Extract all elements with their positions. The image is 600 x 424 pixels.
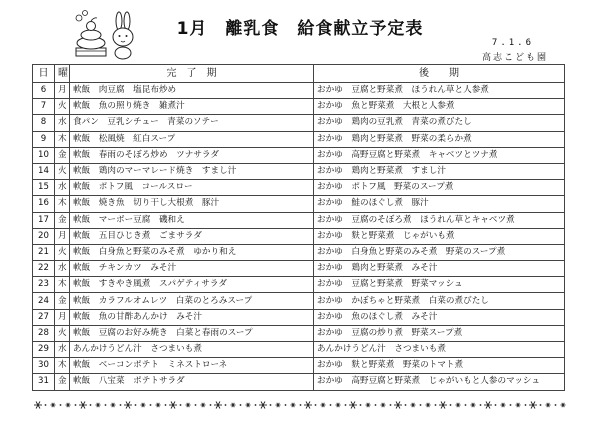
snowflake-icon [34,402,42,409]
table-row [33,325,565,341]
cell-day: 23 [33,277,55,293]
cell-weekday: 火 [55,325,70,341]
asterisk-icon [336,403,341,407]
dot-icon [135,404,137,406]
cell-koki-menu: おかゆ ポトフ風 野菜のスープ煮 [314,180,565,196]
column-header-weekday: 曜 [55,65,70,83]
cell-weekday: 水 [55,115,70,131]
dot-icon [60,404,62,406]
cell-kanryo-menu: 軟飯 豆腐のお好み焼き 白菜と春雨のスープ [70,325,314,341]
cell-weekday: 金 [55,212,70,228]
cell-day: 16 [33,196,55,212]
asterisk-icon [561,403,566,407]
asterisk-icon [381,403,386,407]
snowflake-icon [214,402,222,409]
cell-kanryo-menu: 軟飯 カラフルオムレツ 白菜のとろみスープ [70,293,314,309]
cell-kanryo-menu: 軟飯 魚の照り焼き 雑煮汁 [70,99,314,115]
cell-koki-menu: おかゆ 白身魚と野菜のみそ煮 野菜のスープ煮 [314,244,565,260]
dot-icon [330,404,332,406]
table-row [33,196,565,212]
cell-koki-menu: おかゆ 麩と野菜煮 じゃがいも煮 [314,228,565,244]
cell-weekday: 木 [55,196,70,212]
cell-koki-menu: おかゆ 高野豆腐と野菜煮 キャベツとツナ煮 [314,147,565,163]
cell-weekday: 水 [55,180,70,196]
dot-icon [165,404,167,406]
snowflake-icon [124,402,132,409]
cell-koki-menu: おかゆ 鶏肉と野菜煮 すまし汁 [314,163,565,179]
table-row [33,228,565,244]
cell-koki-menu: おかゆ 魚と野菜煮 大根と人参煮 [314,99,565,115]
cell-kanryo-menu: 軟飯 肉豆腐 塩昆布炒め [70,83,314,99]
dot-icon [435,404,437,406]
table-row [33,374,565,390]
cell-kanryo-menu: 軟飯 五目ひじき煮 ごまサラダ [70,228,314,244]
asterisk-icon [51,403,56,407]
menu-table-body [33,83,565,391]
dot-icon [195,404,197,406]
cell-weekday: 火 [55,163,70,179]
cell-weekday: 木 [55,277,70,293]
table-row [33,212,565,228]
dot-icon [390,404,392,406]
cell-weekday: 水 [55,261,70,277]
page-title: 1月 離乳食 給食献立予定表 [176,19,424,39]
snowflake-icon [349,402,357,409]
asterisk-icon [186,403,191,407]
dot-icon [225,404,227,406]
cell-day: 21 [33,244,55,260]
snowflake-icon [259,402,267,409]
asterisk-icon [231,403,236,407]
snowflake-icon [79,402,87,409]
cell-weekday: 木 [55,358,70,374]
cell-day: 29 [33,342,55,358]
snowflake-icon [169,402,177,409]
cell-day: 6 [33,83,55,99]
table-row [33,261,565,277]
table-header-row [33,65,565,83]
cell-day: 22 [33,261,55,277]
cell-weekday: 火 [55,99,70,115]
cell-koki-menu: おかゆ 鶏肉と野菜煮 野菜の柔らか煮 [314,131,565,147]
cell-day: 31 [33,374,55,390]
cell-koki-menu: おかゆ 豆腐と野菜煮 ほうれん草と人参煮 [314,83,565,99]
dot-icon [510,404,512,406]
cell-kanryo-menu: 軟飯 魚の甘酢あんかけ みそ汁 [70,309,314,325]
cell-kanryo-menu: 軟飯 春雨のそぼろ炒め ツナサラダ [70,147,314,163]
asterisk-icon [96,403,101,407]
dot-icon [465,404,467,406]
asterisk-icon [66,403,71,407]
snowflake-icon [304,402,312,409]
dot-icon [420,404,422,406]
cell-koki-menu: おかゆ 豆腐のそぼろ煮 ほうれん草とキャベツ煮 [314,212,565,228]
table-row [33,309,565,325]
dot-icon [90,404,92,406]
table-row [33,358,565,374]
cell-day: 14 [33,163,55,179]
asterisk-icon [366,403,371,407]
cell-day: 7 [33,99,55,115]
column-header-kanryo: 完 了 期 [70,65,314,83]
table-row [33,115,565,131]
cell-day: 20 [33,228,55,244]
table-row [33,83,565,99]
table-row [33,147,565,163]
asterisk-icon [111,403,116,407]
cell-kanryo-menu: 軟飯 マーボー豆腐 磯和え [70,212,314,228]
asterisk-icon [546,403,551,407]
cell-kanryo-menu: 軟飯 チキンカツ みそ汁 [70,261,314,277]
dot-icon [270,404,272,406]
issue-date: 7.1.6 [491,38,534,48]
asterisk-icon [471,403,476,407]
cell-kanryo-menu: 軟飯 白身魚と野菜のみそ煮 ゆかり和え [70,244,314,260]
cell-koki-menu: おかゆ 麩と野菜煮 野菜のトマト煮 [314,358,565,374]
snowflake-icon [529,402,537,409]
asterisk-icon [411,403,416,407]
asterisk-icon [426,403,431,407]
table-row [33,163,565,179]
cell-kanryo-menu: 軟飯 ベーコンポテト ミネストローネ [70,358,314,374]
asterisk-icon [156,403,161,407]
cell-kanryo-menu: 軟飯 焼き魚 切り干し大根煮 豚汁 [70,196,314,212]
dot-icon [300,404,302,406]
dot-icon [480,404,482,406]
table-row [33,293,565,309]
menu-table [32,64,565,391]
cell-day: 8 [33,115,55,131]
table-row [33,244,565,260]
table-row [33,180,565,196]
asterisk-icon [141,403,146,407]
dot-icon [555,404,557,406]
dot-icon [450,404,452,406]
dot-icon [345,404,347,406]
column-header-koki: 後 期 [314,65,565,83]
dot-icon [315,404,317,406]
cell-koki-menu: あんかけうどん汁 さつまいも煮 [314,342,565,358]
asterisk-icon [291,403,296,407]
cell-kanryo-menu: 食パン 豆乳シチュー 青菜のソテー [70,115,314,131]
asterisk-icon [501,403,506,407]
dot-icon [255,404,257,406]
asterisk-icon [456,403,461,407]
dot-icon [150,404,152,406]
dot-icon [540,404,542,406]
cell-kanryo-menu: あんかけうどん汁 さつまいも煮 [70,342,314,358]
dot-icon [285,404,287,406]
cell-day: 17 [33,212,55,228]
dot-icon [45,404,47,406]
cell-kanryo-menu: 軟飯 鶏肉のマーマレード焼き すまし汁 [70,163,314,179]
table-row [33,342,565,358]
school-name: 高志こども園 [481,53,548,63]
asterisk-icon [246,403,251,407]
cell-weekday: 月 [55,83,70,99]
dot-icon [240,404,242,406]
snowflake-icon [439,402,447,409]
dot-icon [360,404,362,406]
cell-weekday: 水 [55,342,70,358]
dot-icon [210,404,212,406]
cell-day: 30 [33,358,55,374]
cell-koki-menu: おかゆ 魚のほぐし煮 みそ汁 [314,309,565,325]
cell-day: 27 [33,309,55,325]
cell-koki-menu: おかゆ 豆腐と野菜煮 野菜マッシュ [314,277,565,293]
dot-icon [180,404,182,406]
cell-weekday: 火 [55,244,70,260]
dot-icon [495,404,497,406]
cell-weekday: 金 [55,374,70,390]
cell-weekday: 月 [55,309,70,325]
cell-weekday: 金 [55,293,70,309]
asterisk-icon [276,403,281,407]
dot-icon [375,404,377,406]
asterisk-icon [201,403,206,407]
cell-koki-menu: おかゆ 鮭のほぐし煮 豚汁 [314,196,565,212]
cell-day: 9 [33,131,55,147]
asterisk-icon [516,403,521,407]
cell-weekday: 金 [55,147,70,163]
cell-weekday: 月 [55,228,70,244]
cell-kanryo-menu: 軟飯 すきやき風煮 スパゲティサラダ [70,277,314,293]
cell-koki-menu: おかゆ 高野豆腐と野菜煮 じゃがいもと人参のマッシュ [314,374,565,390]
cell-day: 24 [33,293,55,309]
cell-kanryo-menu: 軟飯 ポトフ風 コールスロー [70,180,314,196]
cell-day: 28 [33,325,55,341]
cell-kanryo-menu: 軟飯 八宝菜 ポテトサラダ [70,374,314,390]
cell-kanryo-menu: 軟飯 松風焼 紅白スープ [70,131,314,147]
cell-koki-menu: おかゆ かぼちゃと野菜煮 白菜の煮びたし [314,293,565,309]
dot-icon [105,404,107,406]
table-row [33,99,565,115]
cell-koki-menu: おかゆ 豆腐の炒り煮 野菜スープ煮 [314,325,565,341]
column-header-day: 日 [33,65,55,83]
snowflake-icon [394,402,402,409]
table-row [33,131,565,147]
table-row [33,277,565,293]
cell-day: 10 [33,147,55,163]
cell-day: 15 [33,180,55,196]
dot-icon [525,404,527,406]
header [0,0,600,64]
dot-icon [75,404,77,406]
snowflake-icon [484,402,492,409]
cell-koki-menu: おかゆ 鶏肉と野菜煮 みそ汁 [314,261,565,277]
asterisk-icon [321,403,326,407]
cell-koki-menu: おかゆ 鶏肉の豆乳煮 青菜の煮びたし [314,115,565,131]
dot-icon [405,404,407,406]
snowflake-border [30,394,570,416]
dot-icon [120,404,122,406]
cell-weekday: 木 [55,131,70,147]
